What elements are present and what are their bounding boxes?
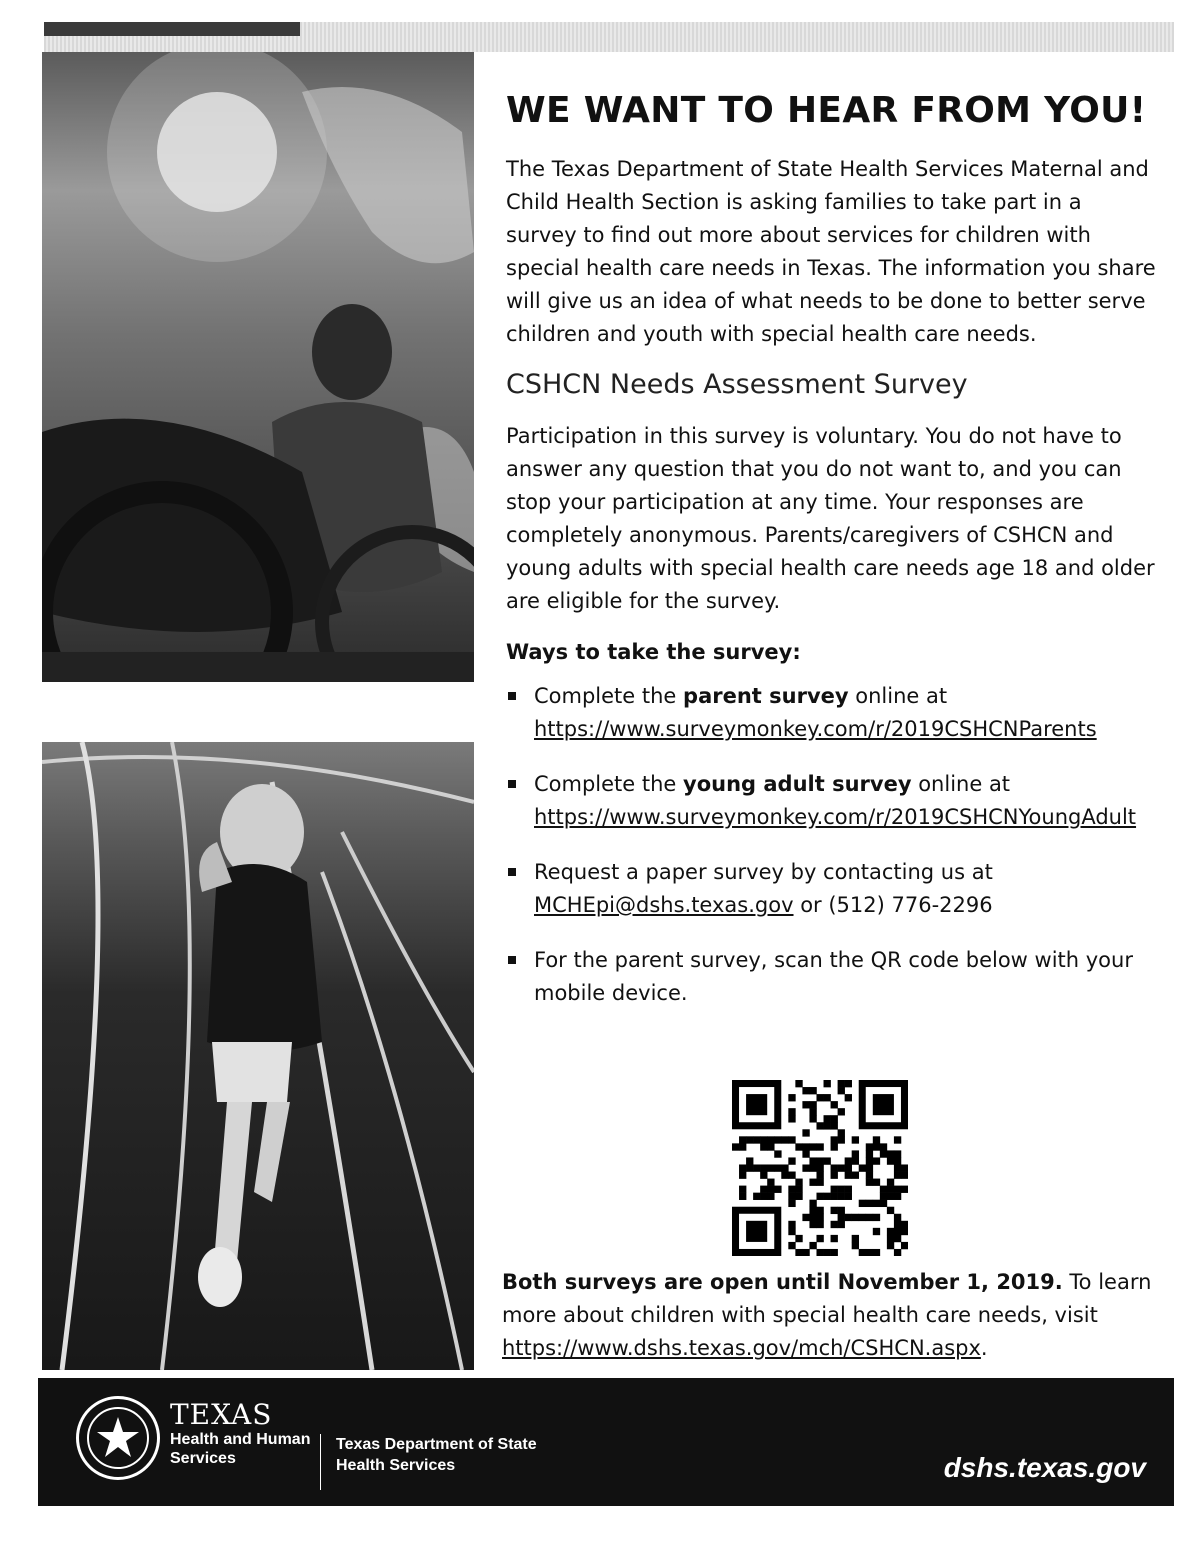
- qr-code-graphic: [732, 1080, 908, 1256]
- main-content: [506, 90, 1156, 1032]
- item-text: Complete the: [534, 772, 684, 796]
- texas-seal-icon: [76, 1396, 160, 1480]
- item-bold: young adult survey: [683, 772, 912, 796]
- closing-paragraph: [502, 1266, 1162, 1365]
- texas-wordmark: TEXAS: [170, 1398, 273, 1431]
- hhs-line1: Health and Human: [170, 1431, 311, 1448]
- item-bold: parent survey: [683, 684, 849, 708]
- ways-list: [506, 680, 1156, 1010]
- item-text: online at: [848, 684, 948, 708]
- email-link[interactable]: MCHEpi@dshs.texas.gov: [534, 893, 794, 917]
- photo-girl-running-graphic: [42, 742, 474, 1370]
- hhs-logo-text: [170, 1400, 310, 1468]
- closing-text: To learn more about children with special health care needs, visit: [502, 1270, 1152, 1327]
- list-item: [506, 856, 1156, 922]
- parent-survey-link[interactable]: https://www.surveymonkey.com/r/2019CSHCNParents: [534, 717, 1097, 741]
- footer-bar: [38, 1378, 1174, 1506]
- item-text: Complete the: [534, 684, 684, 708]
- dshs-line2: Health Services: [336, 1457, 456, 1474]
- dshs-website[interactable]: dshs.texas.gov: [943, 1452, 1146, 1483]
- qr-code-icon[interactable]: [732, 1080, 908, 1256]
- closing-bold: Both surveys are open until November 1, 2019.: [502, 1270, 1063, 1294]
- list-item: [506, 768, 1156, 834]
- ways-heading: Ways to take the survey:: [506, 640, 801, 664]
- photo-girl-running: [42, 742, 474, 1370]
- item-text: online at: [911, 772, 1011, 796]
- participation-paragraph: Participation in this survey is voluntary. You do not have to answer any question that you do not want to, and you can stop your participation at any time. Your responses are completely anonymous. Parents/caregivers of CSHCN and young adults with special health care needs age 18 and older are eligible for the survey.: [506, 424, 1155, 613]
- header-strip: [44, 22, 1174, 52]
- cshcn-info-link[interactable]: https://www.dshs.texas.gov/mch/CSHCN.aspx: [502, 1336, 981, 1360]
- header-strip-dark: [44, 22, 300, 36]
- phone-text: or (512) 776-2296: [793, 893, 993, 917]
- closing-end: .: [980, 1336, 988, 1360]
- photo-man-wheelchair: [42, 52, 474, 682]
- headline: WE WANT TO HEAR FROM YOU!: [506, 90, 1147, 131]
- hhs-line2: Services: [170, 1450, 236, 1467]
- survey-title: CSHCN Needs Assessment Survey: [506, 369, 968, 400]
- photo-man-wheelchair-graphic: [42, 52, 474, 682]
- item-text: For the parent survey, scan the QR code below with your mobile device.: [534, 948, 1133, 1005]
- young-adult-survey-link[interactable]: https://www.surveymonkey.com/r/2019CSHCNYoungAdult: [534, 805, 1137, 829]
- list-item: [506, 944, 1156, 1010]
- dshs-line1: Texas Department of State: [336, 1436, 537, 1453]
- footer-divider: [320, 1434, 321, 1490]
- texas-seal-graphic: [79, 1399, 157, 1477]
- item-text: Request a paper survey by contacting us at: [534, 860, 993, 884]
- list-item: [506, 680, 1156, 746]
- intro-paragraph: The Texas Department of State Health Services Maternal and Child Health Section is asking families to take part in a survey to find out more about services for children with special health care needs in Texas. The information you share will give us an idea of what needs to be done to better serve children and youth with special health care needs.: [506, 157, 1156, 346]
- dshs-name: [336, 1434, 537, 1476]
